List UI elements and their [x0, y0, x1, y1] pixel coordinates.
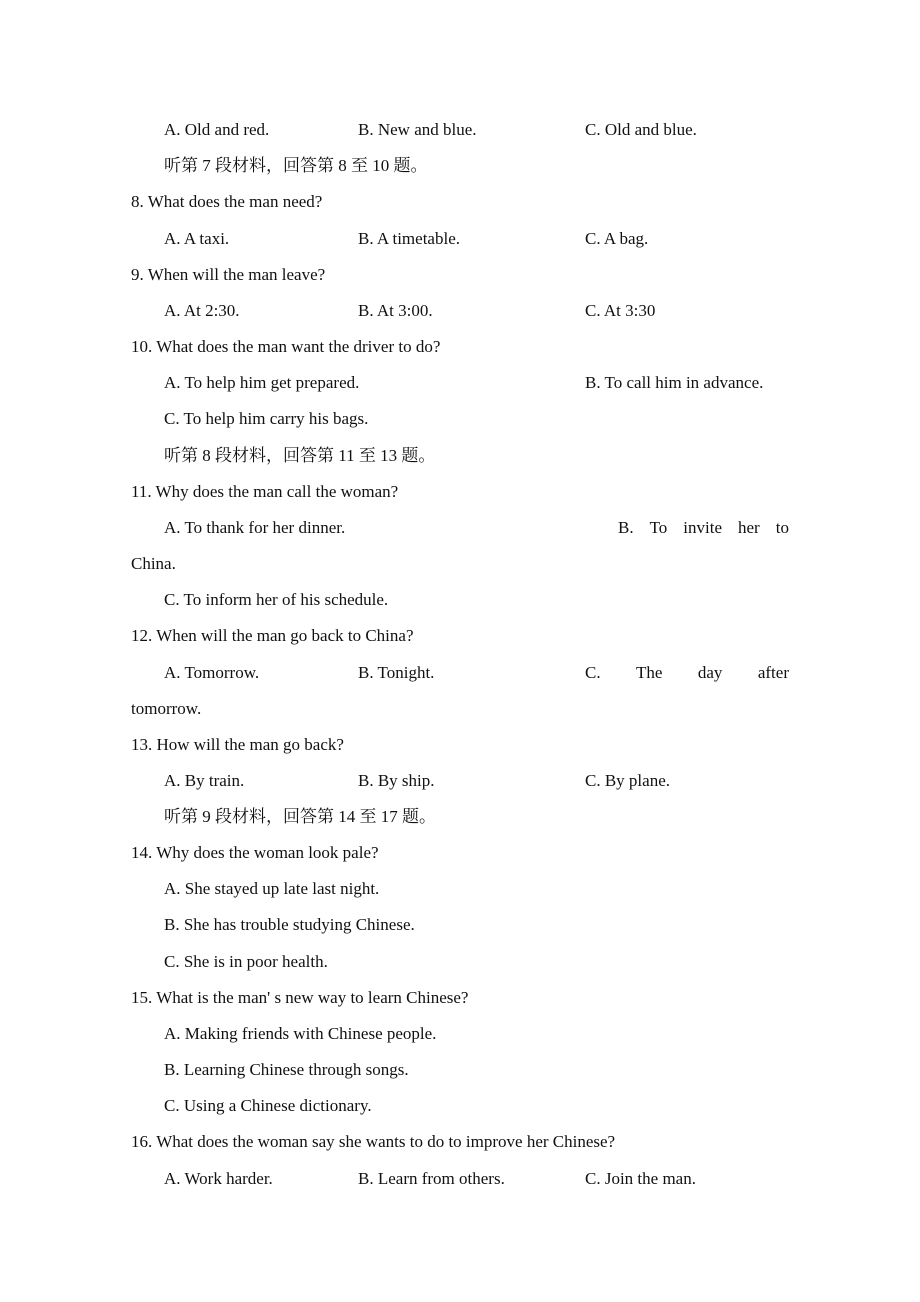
q16-option-a: A. Work harder.	[164, 1169, 273, 1188]
q7-option-c: C. Old and blue.	[585, 120, 697, 139]
q8-stem: 8. What does the man need?	[131, 192, 323, 211]
q9-option-c: C. At 3:30	[585, 301, 656, 320]
q12-option-b: B. Tonight.	[358, 663, 435, 682]
q11-option-b-word: To	[649, 518, 668, 537]
q11-option-c: C. To inform her of his schedule.	[164, 590, 389, 609]
q11-stem: 11. Why does the man call the woman?	[131, 482, 399, 501]
q7-option-b: B. New and blue.	[358, 120, 477, 139]
q12-option-c-continued: tomorrow.	[131, 699, 202, 718]
q11-option-b	[618, 517, 789, 539]
q9-stem: 9. When will the man leave?	[131, 265, 326, 284]
q12-option-c-word: C.	[585, 663, 601, 682]
q12-option-a: A. Tomorrow.	[164, 663, 260, 682]
section-9-heading: 听第 9 段材料，回答第 14 至 17 题。	[164, 807, 436, 826]
q12-option-c	[585, 662, 789, 684]
q13-option-c: C. By plane.	[585, 771, 670, 790]
q12-option-c-word: The	[636, 663, 663, 682]
q16-option-c: C. Join the man.	[585, 1169, 696, 1188]
q10-option-b: B. To call him in advance.	[585, 373, 764, 392]
q14-option-b: B. She has trouble studying Chinese.	[164, 915, 415, 934]
q9-option-b: B. At 3:00.	[358, 301, 433, 320]
q8-option-b: B. A timetable.	[358, 229, 460, 248]
q12-option-c-word: after	[757, 663, 789, 682]
q9-option-a: A. At 2:30.	[164, 301, 240, 320]
q10-stem: 10. What does the man want the driver to do?	[131, 337, 441, 356]
q12-option-c-word: day	[697, 663, 723, 682]
q13-option-a: A. By train.	[164, 771, 245, 790]
q16-option-b: B. Learn from others.	[358, 1169, 505, 1188]
q11-option-b-word: her	[738, 518, 760, 537]
q11-option-b-word: to	[775, 518, 789, 537]
q10-option-c: C. To help him carry his bags.	[164, 409, 369, 428]
q11-option-b-word: invite	[683, 518, 723, 537]
q12-stem: 12. When will the man go back to China?	[131, 626, 414, 645]
section-7-heading: 听第 7 段材料，回答第 8 至 10 题。	[164, 156, 428, 175]
q15-option-b: B. Learning Chinese through songs.	[164, 1060, 409, 1079]
q11-option-a: A. To thank for her dinner.	[164, 518, 346, 537]
q15-option-c: C. Using a Chinese dictionary.	[164, 1096, 372, 1115]
section-8-heading: 听第 8 段材料，回答第 11 至 13 题。	[164, 446, 436, 465]
q16-stem: 16. What does the woman say she wants to do to improve her Chinese?	[131, 1132, 616, 1151]
q11-option-b-continued: China.	[131, 554, 176, 573]
q8-option-a: A. A taxi.	[164, 229, 230, 248]
q10-option-a: A. To help him get prepared.	[164, 373, 360, 392]
q7-option-a: A. Old and red.	[164, 120, 270, 139]
q13-stem: 13. How will the man go back?	[131, 735, 344, 754]
q11-option-b-word: B.	[618, 518, 634, 537]
q15-option-a: A. Making friends with Chinese people.	[164, 1024, 437, 1043]
q15-stem: 15. What is the man' s new way to learn Chinese?	[131, 988, 469, 1007]
q14-stem: 14. Why does the woman look pale?	[131, 843, 379, 862]
q8-option-c: C. A bag.	[585, 229, 649, 248]
q14-option-c: C. She is in poor health.	[164, 952, 328, 971]
q13-option-b: B. By ship.	[358, 771, 435, 790]
q14-option-a: A. She stayed up late last night.	[164, 879, 380, 898]
